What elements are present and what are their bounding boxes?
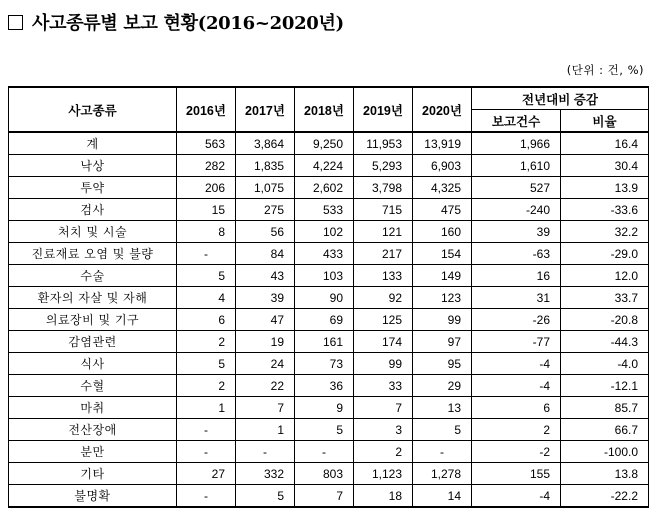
year-count-cell: 1 (236, 419, 295, 441)
header-change-count: 보고건수 (472, 110, 561, 133)
year-count-cell: 533 (295, 199, 354, 221)
header-type: 사고종류 (9, 87, 177, 132)
table-row (9, 463, 649, 485)
table-row (9, 375, 649, 397)
year-count-cell: 5,293 (354, 155, 413, 177)
year-count-cell: 1,123 (354, 463, 413, 485)
year-count-cell: 4 (177, 287, 236, 309)
row-type-name: 분만 (9, 441, 177, 463)
row-type-name: 식사 (9, 353, 177, 375)
change-count-cell: 16 (472, 265, 561, 287)
header-year: 2016년 (177, 87, 236, 132)
change-rate-cell: -22.2 (561, 485, 649, 508)
year-count-cell: 4,325 (413, 177, 472, 199)
year-count-cell: 282 (177, 155, 236, 177)
year-count-cell: 39 (236, 287, 295, 309)
change-rate-cell: 32.2 (561, 221, 649, 243)
table-row (9, 353, 649, 375)
year-count-cell: 5 (236, 485, 295, 508)
year-count-cell: 15 (177, 199, 236, 221)
change-count-cell: -2 (472, 441, 561, 463)
document-title (8, 8, 344, 36)
year-count-cell: 24 (236, 353, 295, 375)
year-count-cell: 332 (236, 463, 295, 485)
table-row (9, 441, 649, 463)
table-body (9, 132, 649, 507)
year-count-cell: 103 (295, 265, 354, 287)
year-count-cell: 161 (295, 331, 354, 353)
change-count-cell: -63 (472, 243, 561, 265)
year-count-cell: 803 (295, 463, 354, 485)
year-count-cell: 7 (236, 397, 295, 419)
row-type-name: 진료재료 오염 및 불량 (9, 243, 177, 265)
year-count-cell: 2 (177, 331, 236, 353)
change-rate-cell: 30.4 (561, 155, 649, 177)
change-rate-cell: 16.4 (561, 132, 649, 155)
change-rate-cell: -29.0 (561, 243, 649, 265)
change-count-cell: 39 (472, 221, 561, 243)
change-rate-cell: 66.7 (561, 419, 649, 441)
year-count-cell: 7 (354, 397, 413, 419)
change-count-cell: -26 (472, 309, 561, 331)
year-count-cell: 84 (236, 243, 295, 265)
year-count-cell: 56 (236, 221, 295, 243)
year-count-cell: 149 (413, 265, 472, 287)
checkbox-square-icon (8, 15, 23, 30)
change-count-cell: 1,610 (472, 155, 561, 177)
year-count-cell: 29 (413, 375, 472, 397)
change-count-cell: -4 (472, 485, 561, 508)
year-count-cell: - (177, 243, 236, 265)
change-count-cell: -77 (472, 331, 561, 353)
row-type-name: 수혈 (9, 375, 177, 397)
table-row (9, 331, 649, 353)
year-count-cell: 97 (413, 331, 472, 353)
change-rate-cell: -4.0 (561, 353, 649, 375)
change-rate-cell: -20.8 (561, 309, 649, 331)
change-count-cell: 31 (472, 287, 561, 309)
change-count-cell: 6 (472, 397, 561, 419)
change-count-cell: -4 (472, 375, 561, 397)
change-count-cell: 1,966 (472, 132, 561, 155)
year-count-cell: 475 (413, 199, 472, 221)
table-row (9, 309, 649, 331)
table-row (9, 132, 649, 155)
year-count-cell: 69 (295, 309, 354, 331)
year-count-cell: 125 (354, 309, 413, 331)
change-count-cell: -240 (472, 199, 561, 221)
row-type-name: 처치 및 시술 (9, 221, 177, 243)
year-count-cell: - (236, 441, 295, 463)
row-type-name: 감염관련 (9, 331, 177, 353)
change-rate-cell: 33.7 (561, 287, 649, 309)
year-count-cell: 22 (236, 375, 295, 397)
table-row (9, 221, 649, 243)
header-change-group: 전년대비 증감 (472, 87, 649, 110)
year-count-cell: - (177, 485, 236, 508)
year-count-cell: 6,903 (413, 155, 472, 177)
row-type-name: 불명확 (9, 485, 177, 508)
year-count-cell: 433 (295, 243, 354, 265)
change-count-cell: -4 (472, 353, 561, 375)
row-type-name: 투약 (9, 177, 177, 199)
year-count-cell: 4,224 (295, 155, 354, 177)
year-count-cell: - (177, 419, 236, 441)
year-count-cell: 47 (236, 309, 295, 331)
year-count-cell: 206 (177, 177, 236, 199)
year-count-cell: 99 (413, 309, 472, 331)
year-count-cell: 11,953 (354, 132, 413, 155)
year-count-cell: 33 (354, 375, 413, 397)
year-count-cell: - (413, 441, 472, 463)
row-type-name: 의료장비 및 기구 (9, 309, 177, 331)
change-count-cell: 527 (472, 177, 561, 199)
table-row (9, 397, 649, 419)
year-count-cell: 174 (354, 331, 413, 353)
header-year: 2019년 (354, 87, 413, 132)
year-count-cell: - (295, 441, 354, 463)
year-count-cell: 5 (177, 265, 236, 287)
row-type-name: 낙상 (9, 155, 177, 177)
year-count-cell: 102 (295, 221, 354, 243)
change-rate-cell: 12.0 (561, 265, 649, 287)
year-count-cell: 1 (177, 397, 236, 419)
table-row (9, 287, 649, 309)
year-count-cell: 2 (177, 375, 236, 397)
row-type-name: 수술 (9, 265, 177, 287)
year-count-cell: 13 (413, 397, 472, 419)
row-type-name: 검사 (9, 199, 177, 221)
year-count-cell: 2 (354, 441, 413, 463)
year-count-cell: 99 (354, 353, 413, 375)
row-type-name: 전산장애 (9, 419, 177, 441)
year-count-cell: 27 (177, 463, 236, 485)
row-type-name: 계 (9, 132, 177, 155)
year-count-cell: 160 (413, 221, 472, 243)
year-count-cell: 563 (177, 132, 236, 155)
change-rate-cell: 85.7 (561, 397, 649, 419)
year-count-cell: 133 (354, 265, 413, 287)
year-count-cell: 217 (354, 243, 413, 265)
table-row (9, 199, 649, 221)
year-count-cell: 123 (413, 287, 472, 309)
year-count-cell: 95 (413, 353, 472, 375)
row-type-name: 마취 (9, 397, 177, 419)
year-count-cell: 36 (295, 375, 354, 397)
year-count-cell: 13,919 (413, 132, 472, 155)
year-count-cell: 5 (177, 353, 236, 375)
title-text: 사고종류별 보고 현황(2016~2020년) (32, 13, 344, 34)
change-rate-cell: -100.0 (561, 441, 649, 463)
year-count-cell: 3,864 (236, 132, 295, 155)
year-count-cell: 154 (413, 243, 472, 265)
change-rate-cell: -33.6 (561, 199, 649, 221)
year-count-cell: 43 (236, 265, 295, 287)
change-rate-cell: -44.3 (561, 331, 649, 353)
change-count-cell: 2 (472, 419, 561, 441)
table-row (9, 419, 649, 441)
table-row (9, 243, 649, 265)
header-change-rate: 비율 (561, 110, 649, 133)
year-count-cell: 18 (354, 485, 413, 508)
year-count-cell: 90 (295, 287, 354, 309)
year-count-cell: 73 (295, 353, 354, 375)
header-year: 2018년 (295, 87, 354, 132)
year-count-cell: 7 (295, 485, 354, 508)
year-count-cell: 1,075 (236, 177, 295, 199)
header-year: 2020년 (413, 87, 472, 132)
year-count-cell: 19 (236, 331, 295, 353)
year-count-cell: 6 (177, 309, 236, 331)
header-year: 2017년 (236, 87, 295, 132)
year-count-cell: 3 (354, 419, 413, 441)
year-count-cell: 5 (295, 419, 354, 441)
year-count-cell: 275 (236, 199, 295, 221)
year-count-cell: 121 (354, 221, 413, 243)
year-count-cell: 92 (354, 287, 413, 309)
year-count-cell: 1,278 (413, 463, 472, 485)
accident-report-table (8, 86, 649, 508)
change-rate-cell: -12.1 (561, 375, 649, 397)
year-count-cell: 5 (413, 419, 472, 441)
change-count-cell: 155 (472, 463, 561, 485)
year-count-cell: 8 (177, 221, 236, 243)
year-count-cell: 2,602 (295, 177, 354, 199)
row-type-name: 기타 (9, 463, 177, 485)
table-row (9, 485, 649, 508)
table-row (9, 177, 649, 199)
year-count-cell: 715 (354, 199, 413, 221)
change-rate-cell: 13.8 (561, 463, 649, 485)
unit-note: (단위 : 건, %) (566, 63, 644, 77)
year-count-cell: - (177, 441, 236, 463)
year-count-cell: 14 (413, 485, 472, 508)
table-row (9, 155, 649, 177)
year-count-cell: 9 (295, 397, 354, 419)
row-type-name: 환자의 자살 및 자해 (9, 287, 177, 309)
change-rate-cell: 13.9 (561, 177, 649, 199)
year-count-cell: 3,798 (354, 177, 413, 199)
year-count-cell: 9,250 (295, 132, 354, 155)
year-count-cell: 1,835 (236, 155, 295, 177)
table-row (9, 265, 649, 287)
